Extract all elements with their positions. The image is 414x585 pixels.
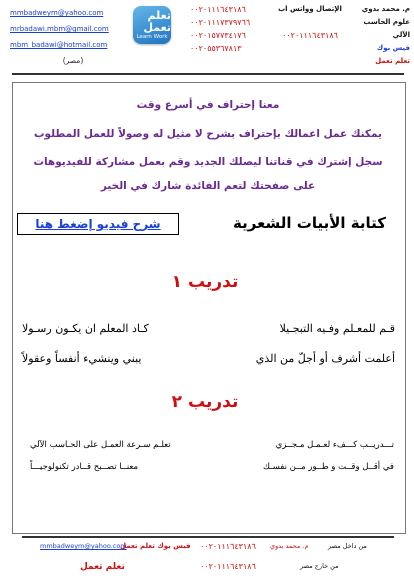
intro-line-3: سجل إشترك في قناتنا ليصلك الجديد وقم بعمل مشاركة للفيديوهات [33, 156, 383, 168]
logo-english: Learn Work [136, 33, 168, 40]
footer-phone-1: ٠٠٢٠١١١٦٤٣١٨٦ [200, 542, 256, 551]
contact-label: الإتصال وواتس اب [278, 5, 342, 13]
phone-list [190, 3, 282, 55]
footer-phone-2: ٠٠٢٠١١١٦٤٣١٨٦ [200, 562, 256, 571]
brand-name: تعلم تعمل [375, 57, 410, 65]
verse-2-first-half: أعلمت أشرف أو أجلّ من الذي [255, 352, 395, 365]
footer-location-outside: من خارج مصر [300, 562, 339, 570]
footer-author: م. محمد بدوي [270, 542, 309, 550]
email-link-gmail[interactable]: mrbadawi.mbm@gmail.com [10, 25, 109, 33]
verse-2-second-half: يبني وينشيء أنفساً وعقولاً [22, 352, 142, 365]
line-2-first-half: في أقــل وقــت و طــور مــن نفسـك [263, 462, 394, 472]
author-subject: علوم الحاسب الآلي [363, 18, 410, 39]
country-label: (مصر) [62, 56, 84, 65]
author-block [352, 3, 410, 68]
training-1-title: تدريب ١ [171, 272, 239, 292]
training-2-title: تدريب ٢ [171, 392, 239, 412]
facebook-label[interactable]: فيس بوك [376, 44, 410, 52]
intro-line-2: يمكنك عمل اعمالك بإحتراف بشرح لا مثيل له وصولاً للعمل المطلوب [33, 128, 382, 140]
phone-3: ٠٠٢٠١٥٧٧٣٤١٧٦ [190, 31, 246, 40]
section-title: كتابة الأبيات الشعرية [233, 214, 386, 232]
intro-line-1: معنا إحتراف في أسرع وقت [136, 99, 280, 111]
author-name: م. محمد بدوي [361, 5, 410, 13]
footer-email-link[interactable]: mmbadweym@yahoo.com [40, 542, 127, 550]
verse-1-first-half: قـم للمعـلم وفـيه التبجـيلا [279, 322, 395, 335]
line-2-second-half: معنــا تصــبح قــادر تكنولوجيـــاً [30, 462, 139, 472]
logo-arabic: تعلم تعمل [143, 8, 171, 34]
header-divider [12, 73, 404, 75]
header-contacts [10, 5, 136, 69]
video-link-box[interactable] [17, 213, 179, 235]
video-link[interactable]: شرح فيديو إضغط هنا [35, 217, 161, 231]
line-1-second-half: تعلـم سـرعة العمـل على الحـاسب الآلي [30, 440, 171, 450]
verse-1-second-half: كـاد المعلم ان يكـون رسـولا [22, 322, 149, 335]
footer-location-inside: من داخل مصر [328, 542, 367, 550]
email-link-hotmail[interactable]: mbm_badawi@hotmail.com [10, 41, 108, 49]
whatsapp-contact [270, 3, 350, 42]
phone-1: ٠٠٢٠١١١٦٤٣١٨٦ [190, 5, 246, 14]
contact-phone: ٠٠٢٠١١١٦٤٣١٨٦ [282, 31, 338, 40]
brand-logo [133, 6, 171, 44]
intro-line-4: على صفحتك لتعم الفائدة شارك في الخير [100, 180, 316, 192]
phone-4: ٠٠٢٠٥٥٣٦٧٨١٣ [190, 44, 242, 53]
footer-facebook-brand[interactable]: فيس بوك تعلم تعمل [120, 542, 191, 550]
email-link-yahoo[interactable]: mmbadweym@yahoo.com [10, 9, 104, 17]
line-1-first-half: تـــدريــب كـــفء لعـمـل مـجــزي [275, 440, 394, 450]
footer-brand: تعلم تعمل [80, 562, 125, 572]
phone-2: ٠٠٢٠١١١٧٣٧٩٧٦٦ [190, 18, 251, 27]
footer-divider [22, 536, 394, 538]
